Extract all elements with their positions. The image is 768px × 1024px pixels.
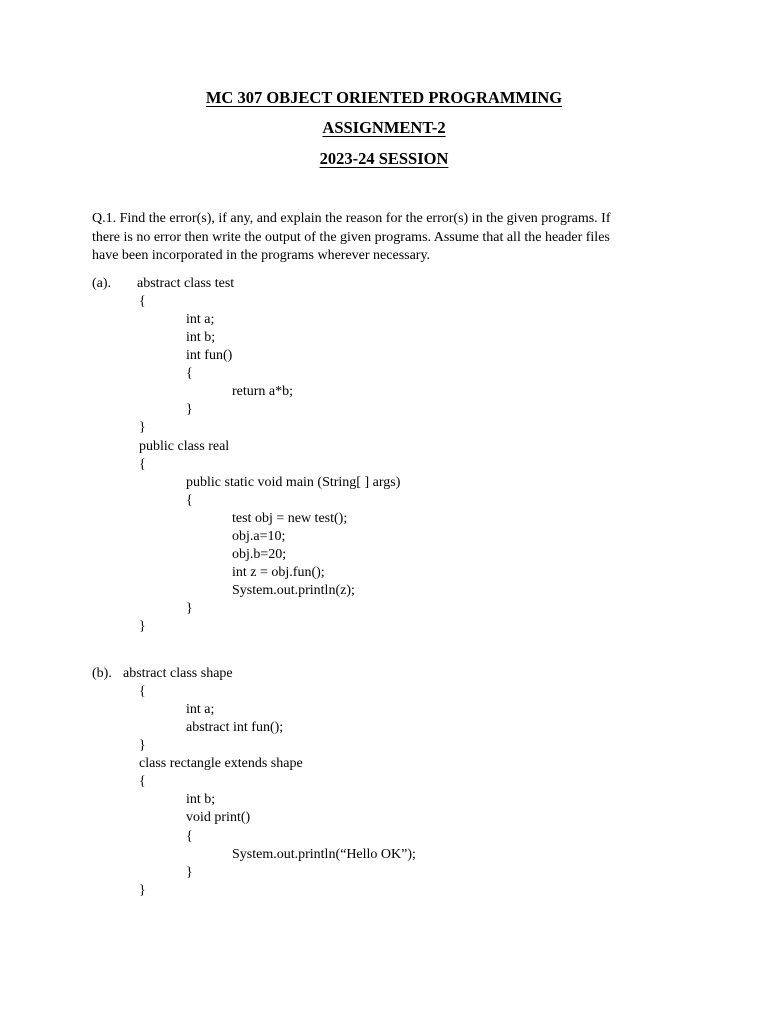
course-title: MC 307 OBJECT ORIENTED PROGRAMMING <box>205 88 563 107</box>
code-line: System.out.println(“Hello OK”); <box>232 847 416 862</box>
code-line: { <box>139 684 146 699</box>
session-title: 2023-24 SESSION <box>319 149 449 168</box>
code-line: abstract class shape <box>123 666 233 681</box>
code-line: } <box>139 738 146 753</box>
code-line: class rectangle extends shape <box>139 756 303 771</box>
question-line: Q.1. Find the error(s), if any, and explain the reason for the error(s) in the given programs. If <box>92 211 611 226</box>
code-line: test obj = new test(); <box>232 511 348 526</box>
code-line: int b; <box>186 792 216 807</box>
code-line: } <box>186 865 193 880</box>
assignment-title: ASSIGNMENT-2 <box>322 118 446 137</box>
code-line: abstract class test <box>137 276 235 291</box>
code-line: void print() <box>186 810 251 825</box>
code-line: obj.a=10; <box>232 529 286 544</box>
code-line: int b; <box>186 330 216 345</box>
code-line: public class real <box>139 439 230 454</box>
code-line: } <box>186 601 193 616</box>
code-line: int a; <box>186 702 215 717</box>
code-line: int a; <box>186 312 215 327</box>
code-line: abstract int fun(); <box>186 720 284 735</box>
code-line: { <box>139 294 146 309</box>
question-line: have been incorporated in the programs wherever necessary. <box>92 248 431 263</box>
code-line: } <box>139 420 146 435</box>
code-line: obj.b=20; <box>232 547 287 562</box>
question-line: there is no error then write the output of the given programs. Assume that all the header files <box>92 229 610 245</box>
code-line: int fun() <box>186 348 233 363</box>
code-line: } <box>186 402 193 417</box>
code-line: System.out.println(z); <box>232 583 355 598</box>
question-text <box>92 210 692 266</box>
code-line: } <box>139 883 146 898</box>
code-line: return a*b; <box>232 384 294 399</box>
part-b-label: (b). <box>92 666 112 681</box>
code-line: { <box>186 493 193 508</box>
code-line: public static void main (String[ ] args) <box>186 475 401 490</box>
code-line: { <box>139 774 146 789</box>
code-line: } <box>139 619 146 634</box>
code-line: { <box>186 829 193 844</box>
part-a-label: (a). <box>92 276 112 291</box>
code-line: int z = obj.fun(); <box>232 565 325 580</box>
code-line: { <box>139 457 146 472</box>
code-line: { <box>186 366 193 381</box>
